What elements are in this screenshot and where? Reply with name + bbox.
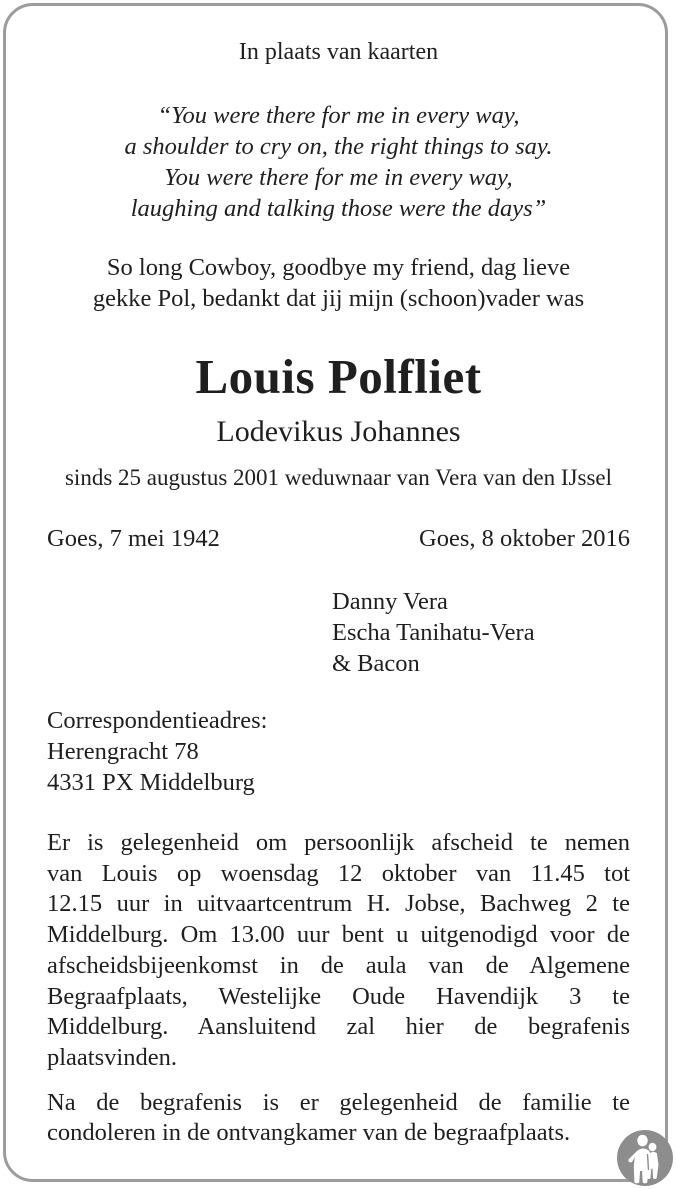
quote-line: laughing and talking those were the days” [130,195,547,222]
relative-name: Danny Vera [332,588,448,615]
relative-name: & Bacon [332,650,420,677]
paragraph-line: van Louis op woensdag 12 oktober van 11.45 tot [47,859,630,887]
life-dates [47,524,630,554]
paragraph-line: Middelburg. Aansluitend zal hier de begrafenis [47,1013,630,1041]
correspondence-street: Herengracht 78 [47,738,199,765]
paragraph-line: Er is gelegenheid om persoonlijk afscheid te nemen [47,829,630,856]
birth-place-date: Goes, 7 mei 1942 [47,525,220,552]
paragraph-line: plaatsvinden. [47,1043,177,1071]
quote-line: a shoulder to cry on, the right things to say. [124,133,553,160]
death-place-date: Goes, 8 oktober 2016 [419,525,630,552]
ceremony-paragraph [47,828,630,1074]
deceased-full-name: Lodevikus Johannes [216,415,461,448]
paragraph-line: condoleren in de ontvangkamer van de begraafplaats. [47,1119,571,1147]
header-note: In plaats van kaarten [238,39,439,65]
condolence-paragraph [47,1088,630,1149]
widower-note: sinds 25 augustus 2001 weduwnaar van Vera van den IJssel [64,465,612,490]
correspondence-address [47,705,630,798]
memorial-quote [47,100,630,224]
obituary-card [3,3,668,1182]
quote-line: You were there for me in every way, [164,164,513,191]
paragraph-line: Na de begrafenis is er gelegenheid de familie te [47,1088,630,1116]
dedication-text [47,252,630,314]
paragraph-line: 12.15 uur in uitvaartcentrum H. Jobse, Bachweg 2 te [47,890,630,918]
paragraph-line: afscheidsbijeenkomst in de aula van de Algemene [47,951,630,979]
paragraph-line: Middelburg. Om 13.00 uur bent u uitgenodigd voor de [47,921,630,949]
correspondence-postal-city: 4331 PX Middelburg [47,769,255,796]
dedication-line: gekke Pol, bedankt dat jij mijn (schoon)vader was [92,285,585,312]
relatives-list [332,586,630,679]
correspondence-label: Correspondentieadres: [47,707,268,734]
dedication-line: So long Cowboy, goodbye my friend, dag lieve [106,254,571,281]
relative-name: Escha Tanihatu-Vera [332,619,535,646]
paragraph-line: Begraafplaats, Westelijke Oude Havendijk 3 te [47,982,630,1010]
quote-line: “You were there for me in every way, [157,102,520,129]
memorial-figures-icon [617,1130,673,1186]
deceased-name: Louis Polfliet [195,349,482,404]
